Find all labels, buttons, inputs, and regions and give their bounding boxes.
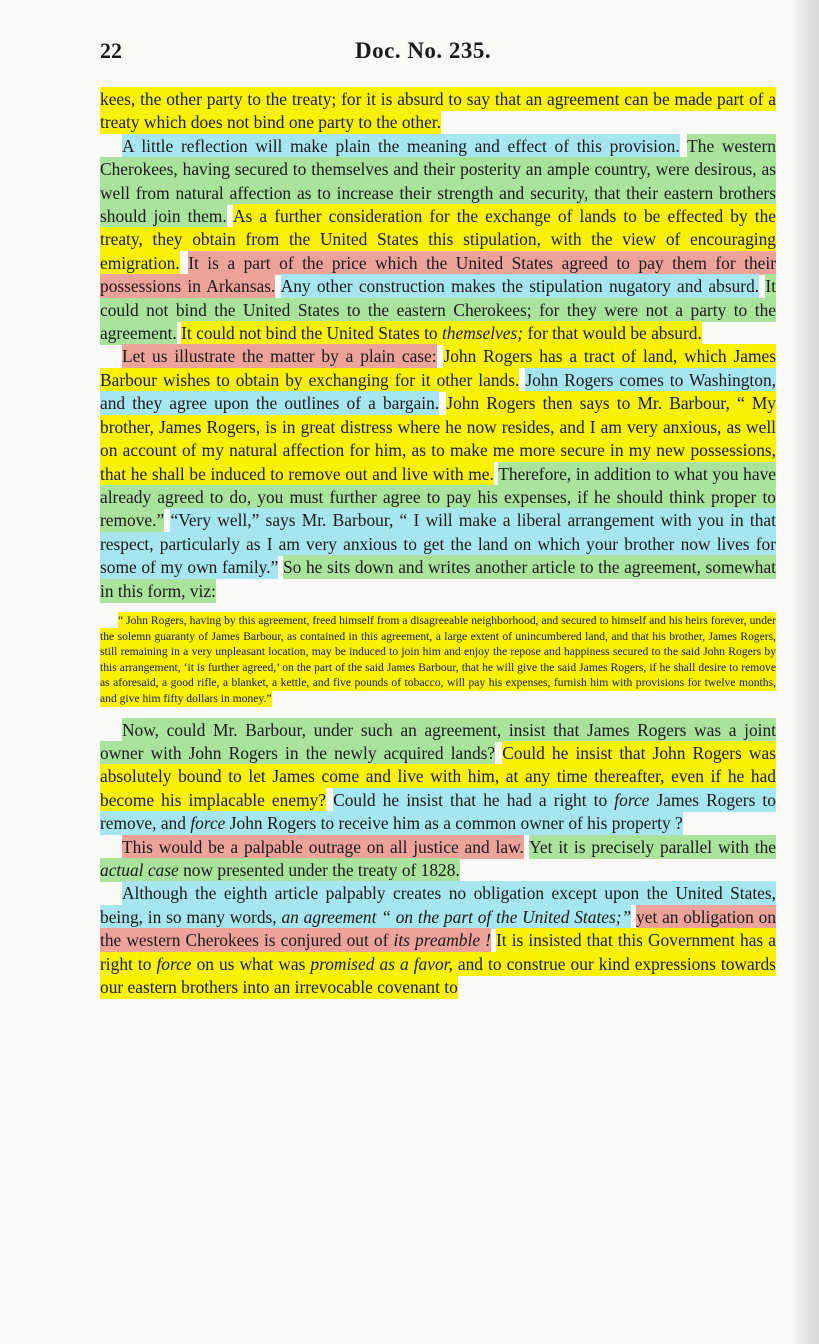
sentence: “ John Rogers, having by this agreement, freed himself from a disagreeable neighborhood, and secured to himself and his heirs forever, under the solemn guaranty of James Barbour, as contained in this agreement, a large extent of unincumbered land, and that his brother, James Rogers, still remaining in a very unpleasant location, may be induced to join him and enjoy the repose and happiness secured to the said John Rogers by this arrangement, ‘it is further agreed,’ on the part of the said James Barbour, that he will give the said James Rogers, if he shall desire to remove as aforesaid, a good rifle, a blanket, a kettle, and five pounds of tobacco, will pay his expenses, furnish him with provisions for twelve months, and give him fifty dollars in money.” bbox=[100, 613, 776, 705]
sentence: Therefore, in addition to what you have already agreed to do, you must further agree to pay his expenses, if he should think proper to remove.” bbox=[100, 463, 776, 531]
page-number: 22 bbox=[100, 38, 122, 63]
sentence: yet an obligation on the western Cherokees is conjured out of its preamble ! bbox=[100, 906, 777, 951]
sentence: This would be a palpable outrage on all justice and law. bbox=[122, 836, 524, 857]
sentence: Now, could Mr. Barbour, under such an agreement, insist that James Rogers was a joint owner with John Rogers in the newly acquired lands? bbox=[100, 719, 776, 763]
sentence: It could not bind the United States to themselves; for that would be absurd. bbox=[181, 323, 702, 344]
page-edge-shadow bbox=[790, 0, 819, 1344]
sentence: Let us illustrate the matter by a plain case: bbox=[122, 346, 437, 367]
page-header bbox=[100, 38, 780, 68]
sentence: John Rogers has a tract of land, which James Barbour wishes to obtain by exchanging for it other lands. bbox=[100, 346, 776, 390]
document-body bbox=[100, 88, 776, 999]
sentence: Yet it is precisely parallel with the actual case now presented under the treaty of 1828. bbox=[100, 836, 776, 880]
paragraph-6 bbox=[100, 882, 776, 999]
sentence: So he sits down and writes another article to the agreement, somewhat in this form, viz: bbox=[100, 557, 776, 601]
paragraph-4 bbox=[100, 719, 776, 836]
sentence: A little reflection will make plain the meaning and effect of this provision. bbox=[122, 135, 680, 156]
sentence: It is a part of the price which the United States agreed to pay them for their possessions in Arkansas. bbox=[100, 252, 776, 297]
sentence: John Rogers then says to Mr. Barbour, “ My brother, James Rogers, is in great distress where he now resides, and I am very anxious, as well on account of my natural affection for him, as to make me more secure in my new possessions, that he shall be induced to remove out and live with me. bbox=[100, 393, 776, 484]
paragraph-1 bbox=[100, 88, 776, 135]
sentence: Any other construction makes the stipulation nugatory and absurd. bbox=[280, 276, 760, 297]
sentence: The western Cherokees, having secured to themselves and their posterity an ample country, were desirous, as well from natural affection as to increase their strength and security, that their eastern brothers should join them. bbox=[100, 135, 776, 227]
sentence: Could he insist that he had a right to force James Rogers to remove, and force John Rogers to receive him as a common owner of his property ? bbox=[100, 789, 776, 834]
sentence: It is insisted that this Government has a right to force on us what was promised as a favor, and to construe our kind expressions towards our eastern brothers into an irrevocable covenant to bbox=[100, 930, 776, 997]
sentence: “Very well,” says Mr. Barbour, “ I will make a liberal arrangement with you in that respect, particularly as I am very anxious to get the land on which your brother now lives for some of my own family.” bbox=[100, 510, 776, 578]
paragraph-2 bbox=[100, 135, 776, 346]
paragraph-3 bbox=[100, 345, 776, 602]
sentence: Could he insist that John Rogers was absolutely bound to let James come and live with him, at any time thereafter, even if he had become his implacable enemy? bbox=[100, 742, 776, 810]
sentence: It could not bind the United States to the eastern Cherokees; for they were not a party to the agreement. bbox=[100, 276, 777, 344]
sentence: John Rogers comes to Washington, and they agree upon the outlines of a bargain. bbox=[100, 369, 776, 414]
paragraph-5 bbox=[100, 836, 776, 883]
document-title: Doc. No. 235. bbox=[355, 38, 492, 63]
quoted-article bbox=[100, 613, 776, 707]
sentence: As a further consideration for the exchange of lands to be effected by the treaty, they obtain from the United States this stipulation, with the view of encouraging emigration. bbox=[100, 206, 776, 273]
sentence: Although the eighth article palpably creates no obligation except upon the United States, being, in so many words, an agreement “ on the part of the United States;” bbox=[100, 883, 776, 927]
sentence: kees, the other party to the treaty; for it is absurd to say that an agreement can be made part of a treaty which does not bind one party to the other. bbox=[100, 89, 776, 133]
